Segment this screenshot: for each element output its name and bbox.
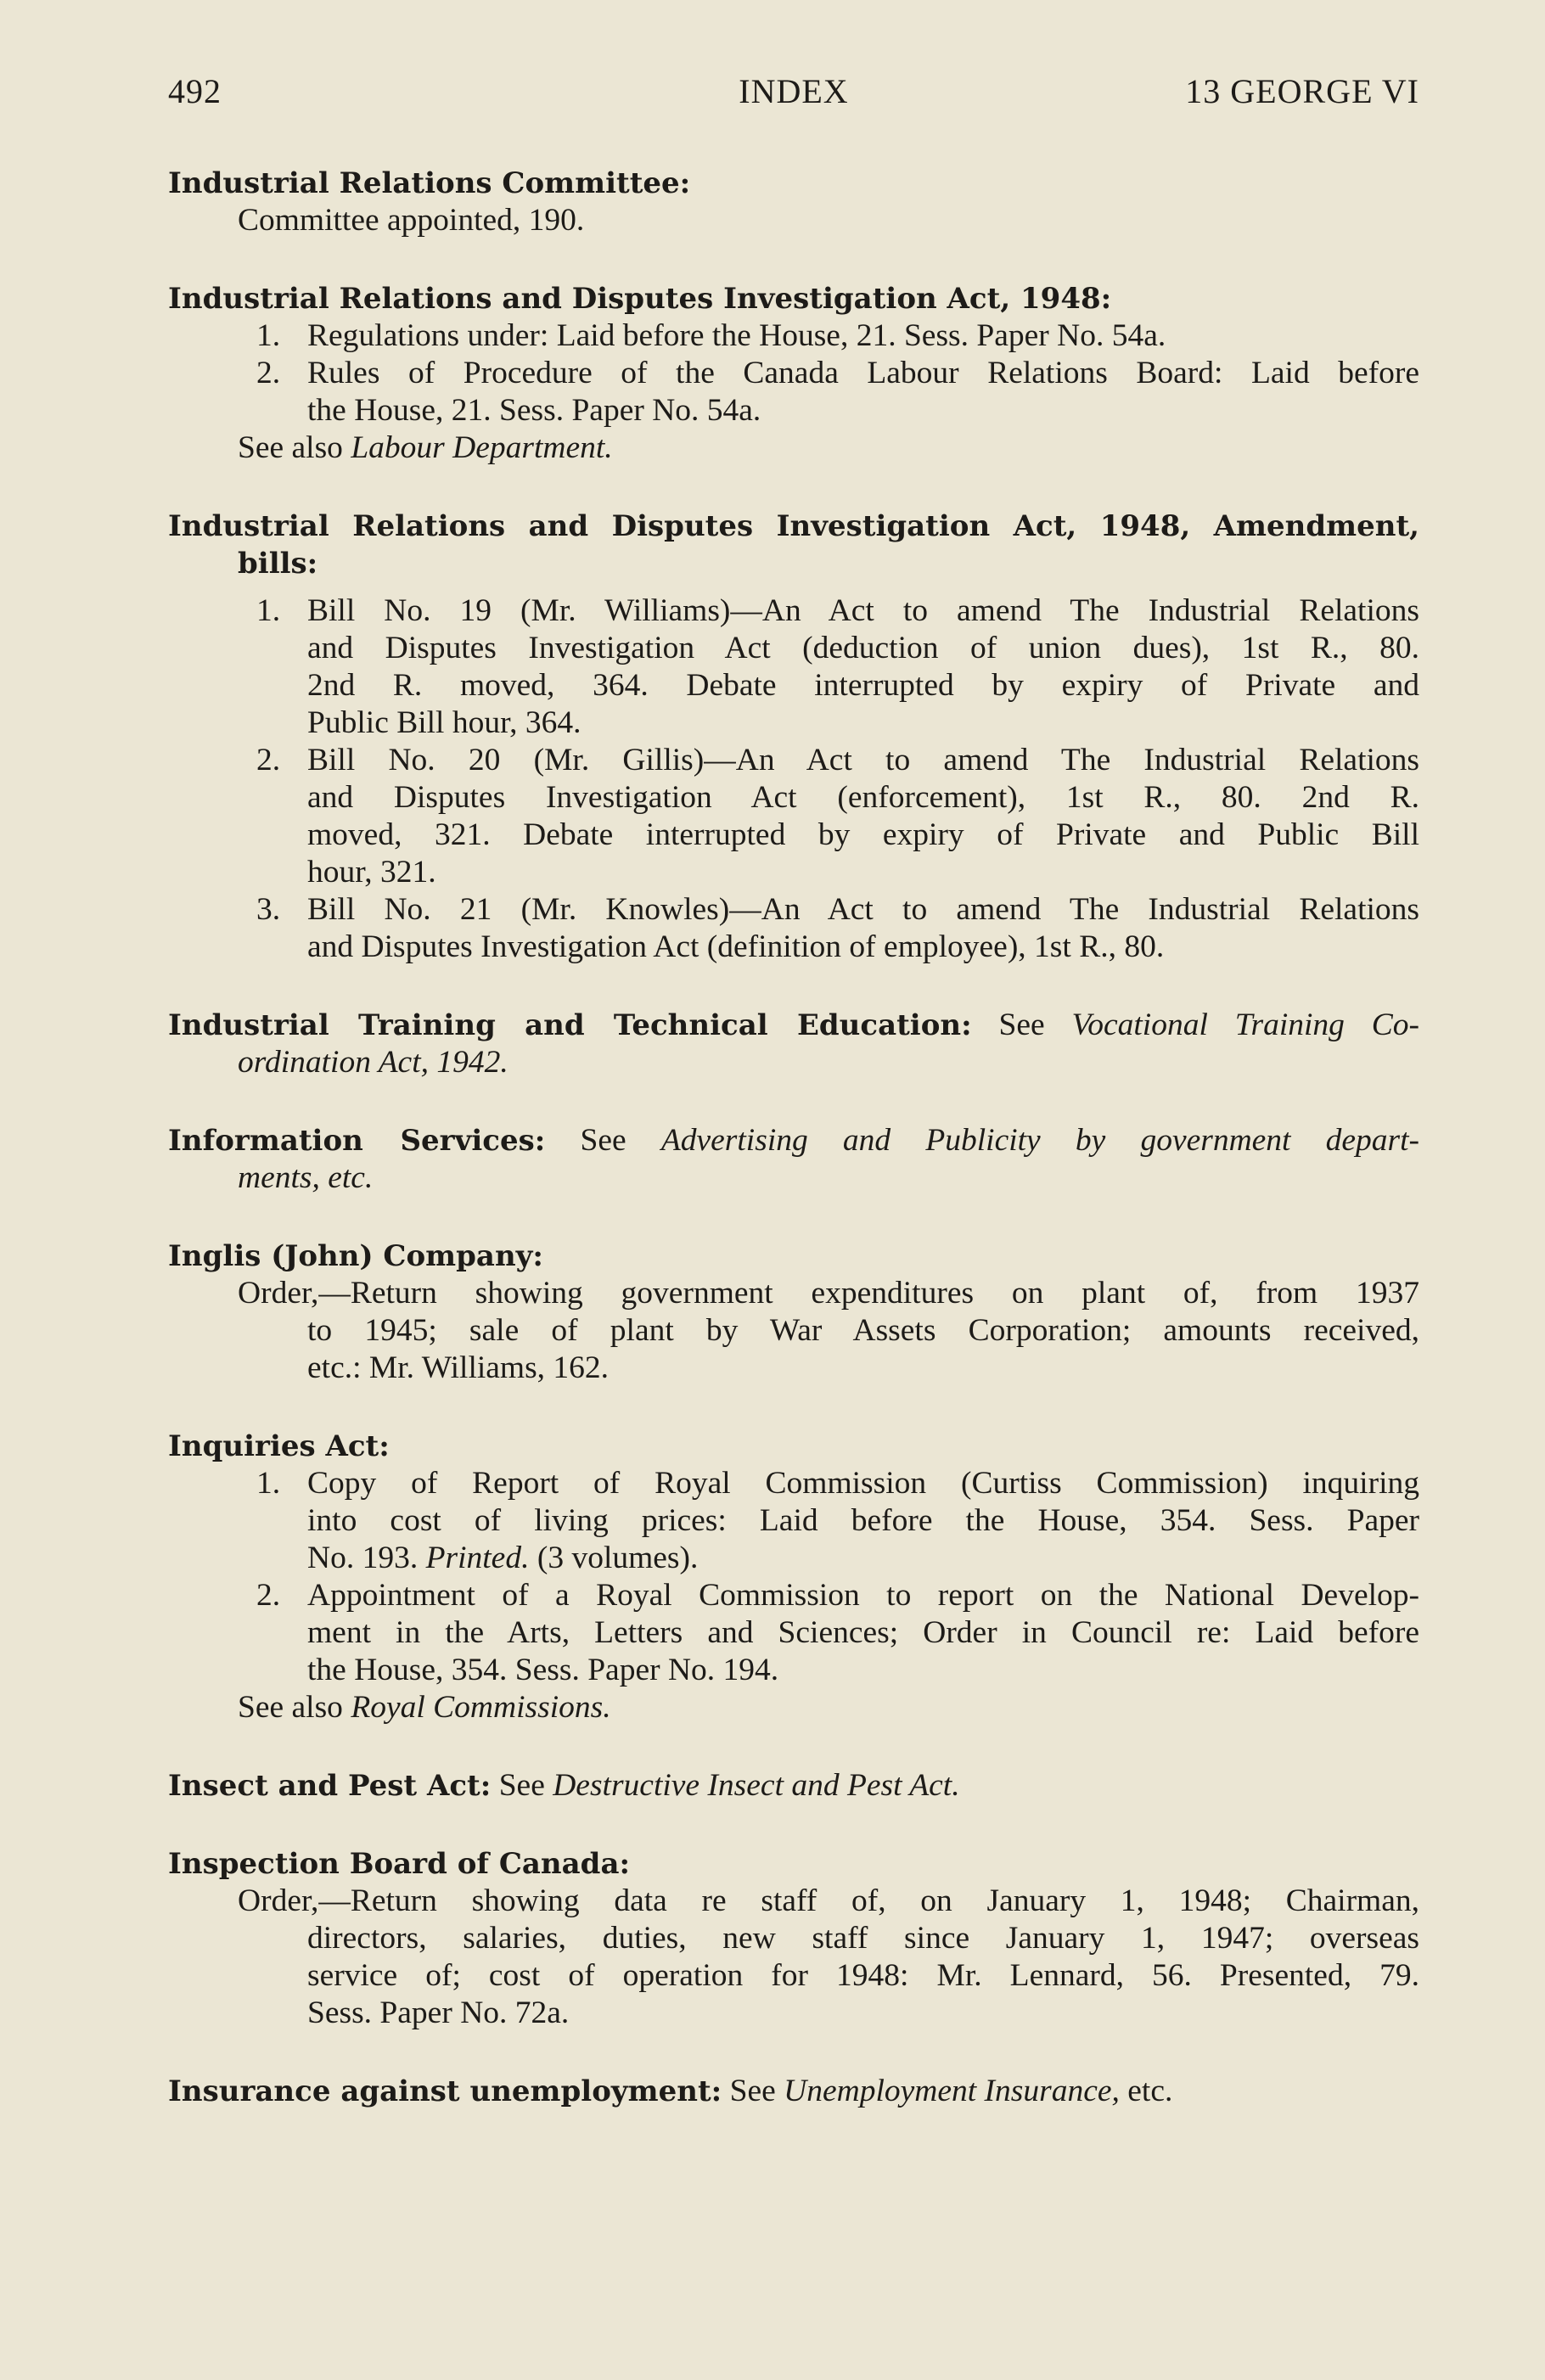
see-also <box>168 429 1419 467</box>
index-entry <box>168 1845 1419 2032</box>
entry-item <box>168 742 1419 891</box>
see-prefix: See <box>580 1123 626 1158</box>
item-line: Bill No. 19 (Mr. Williams)—An Act to amend The Industrial Relations <box>307 593 1419 628</box>
item-line: and Disputes Investigation Act (definition of employee), 1st R., 80. <box>307 929 1165 964</box>
see-also-target: Royal Commissions. <box>351 1690 611 1725</box>
running-head <box>168 71 1419 114</box>
entry-heading: Inquiries Act: <box>168 1429 390 1463</box>
order-block <box>168 1275 1419 1387</box>
entry-item <box>168 355 1419 429</box>
item-line: Bill No. 20 (Mr. Gillis)—An Act to amend The Industrial Relations <box>307 743 1419 777</box>
order-line: Order,—Return showing government expenditures on plant of, from 1937 <box>238 1276 1419 1311</box>
entry-item <box>168 317 1419 355</box>
index-entry <box>168 508 1419 966</box>
item-line: into cost of living prices: Laid before the House, 354. Sess. Paper <box>307 1503 1419 1538</box>
see-also <box>168 1689 1419 1726</box>
order-line: Sess. Paper No. 72a. <box>307 1995 570 2030</box>
heading-line: Industrial Relations and Disputes Investigation Act, 1948, Amendment, <box>168 509 1419 543</box>
order-line: to 1945; sale of plant by War Assets Corporation; amounts received, <box>307 1313 1419 1348</box>
item-text: No. 193. <box>307 1541 419 1575</box>
item-line: the House, 354. Sess. Paper No. 194. <box>307 1653 779 1687</box>
entry-heading: Industrial Relations Committee: <box>168 166 691 200</box>
item-number: 3. <box>256 892 281 927</box>
see-prefix: See <box>498 1768 545 1803</box>
index-entry <box>168 2073 1419 2110</box>
item-line: 2nd R. moved, 364. Debate interrupted by expiry of Private and <box>307 668 1419 703</box>
see-prefix: See <box>998 1008 1045 1042</box>
item-text-italic: Printed. <box>425 1541 530 1575</box>
order-line: etc.: Mr. Williams, 162. <box>307 1350 610 1385</box>
order-line: Order,—Return showing data re staff of, on January 1, 1948; Chairman, <box>238 1883 1419 1918</box>
item-line: and Disputes Investigation Act (enforcement), 1st R., 80. 2nd R. <box>307 780 1419 815</box>
item-line: Copy of Report of Royal Commission (Curtiss Commission) inquiring <box>307 1466 1419 1501</box>
order-line: service of; cost of operation for 1948: Mr. Lennard, 56. Presented, 79. <box>307 1958 1419 1993</box>
index-entry <box>168 1428 1419 1726</box>
index-entry <box>168 1122 1419 1197</box>
item-line: ment in the Arts, Letters and Sciences; Order in Council re: Laid before <box>307 1615 1419 1650</box>
item-number: 1. <box>256 318 281 353</box>
page-number: 492 <box>168 72 222 110</box>
entry-heading: Industrial Relations and Disputes Investigation Act, 1948: <box>168 282 1112 316</box>
index-body <box>168 165 1419 2151</box>
index-entry <box>168 280 1419 467</box>
see-target: ments, etc. <box>238 1160 374 1195</box>
item-number: 1. <box>256 1466 281 1501</box>
entry-heading: Inglis (John) Company: <box>168 1239 543 1273</box>
see-also-prefix: See also <box>238 1690 343 1725</box>
entry-heading <box>168 508 1419 582</box>
see-target: ordination Act, 1942. <box>238 1045 508 1080</box>
see-target: Vocational Training Co- <box>1071 1008 1420 1042</box>
see-also-target: Labour Department. <box>351 430 613 465</box>
item-number: 2. <box>256 743 281 777</box>
see-prefix: See <box>729 2074 776 2108</box>
entry-heading: Industrial Training and Technical Education: <box>168 1008 972 1042</box>
item-line: and Disputes Investigation Act (deduction of union dues), 1st R., 80. <box>307 631 1419 665</box>
item-line: Appointment of a Royal Commission to report on the National Develop- <box>307 1578 1419 1613</box>
see-also-prefix: See also <box>238 430 343 465</box>
entry-item <box>168 891 1419 966</box>
see-target: Destructive Insect and Pest Act. <box>553 1768 960 1803</box>
entry-heading: Information Services: <box>168 1124 546 1158</box>
index-entry <box>168 1767 1419 1805</box>
entry-heading: Insect and Pest Act: <box>168 1769 492 1803</box>
see-target-cont <box>168 1044 1419 1081</box>
item-text: (3 volumes). <box>537 1541 699 1575</box>
entry-text: Committee appointed, 190. <box>238 203 585 238</box>
item-number: 2. <box>256 1578 281 1613</box>
item-line: the House, 21. Sess. Paper No. 54a. <box>307 393 761 428</box>
index-entry <box>168 1238 1419 1387</box>
item-line: Bill No. 21 (Mr. Knowles)—An Act to amend The Industrial Relations <box>307 892 1419 927</box>
order-block <box>168 1883 1419 2032</box>
see-target-cont <box>168 1159 1419 1197</box>
item-line: hour, 321. <box>307 855 436 890</box>
see-target: Advertising and Publicity by government depart- <box>660 1123 1420 1158</box>
item-number: 1. <box>256 593 281 628</box>
item-line: moved, 321. Debate interrupted by expiry of Private and Public Bill <box>307 817 1419 852</box>
item-line: Public Bill hour, 364. <box>307 705 581 740</box>
item-line: Rules of Procedure of the Canada Labour Relations Board: Laid before <box>307 356 1419 390</box>
entry-heading-row <box>168 1007 1419 1044</box>
entry-item <box>168 1577 1419 1689</box>
entry-heading: Insurance against unemployment: <box>168 2074 722 2108</box>
see-suffix: etc. <box>1127 2074 1173 2108</box>
entry-heading: Inspection Board of Canada: <box>168 1847 631 1881</box>
item-line: Regulations under: Laid before the House, 21. Sess. Paper No. 54a. <box>307 318 1166 353</box>
entry-item <box>168 1465 1419 1577</box>
page-title: INDEX <box>739 72 849 110</box>
entry-heading-row <box>168 1122 1419 1159</box>
order-line: directors, salaries, duties, new staff since January 1, 1947; overseas <box>307 1921 1419 1956</box>
item-number: 2. <box>256 356 281 390</box>
item-line <box>307 1540 1419 1577</box>
entry-item <box>168 592 1419 742</box>
index-entry <box>168 1007 1419 1081</box>
see-target: Unemployment Insurance, <box>784 2074 1120 2108</box>
index-entry <box>168 165 1419 239</box>
heading-line: bills: <box>238 547 318 581</box>
reign-label: 13 GEORGE VI <box>1185 72 1419 110</box>
